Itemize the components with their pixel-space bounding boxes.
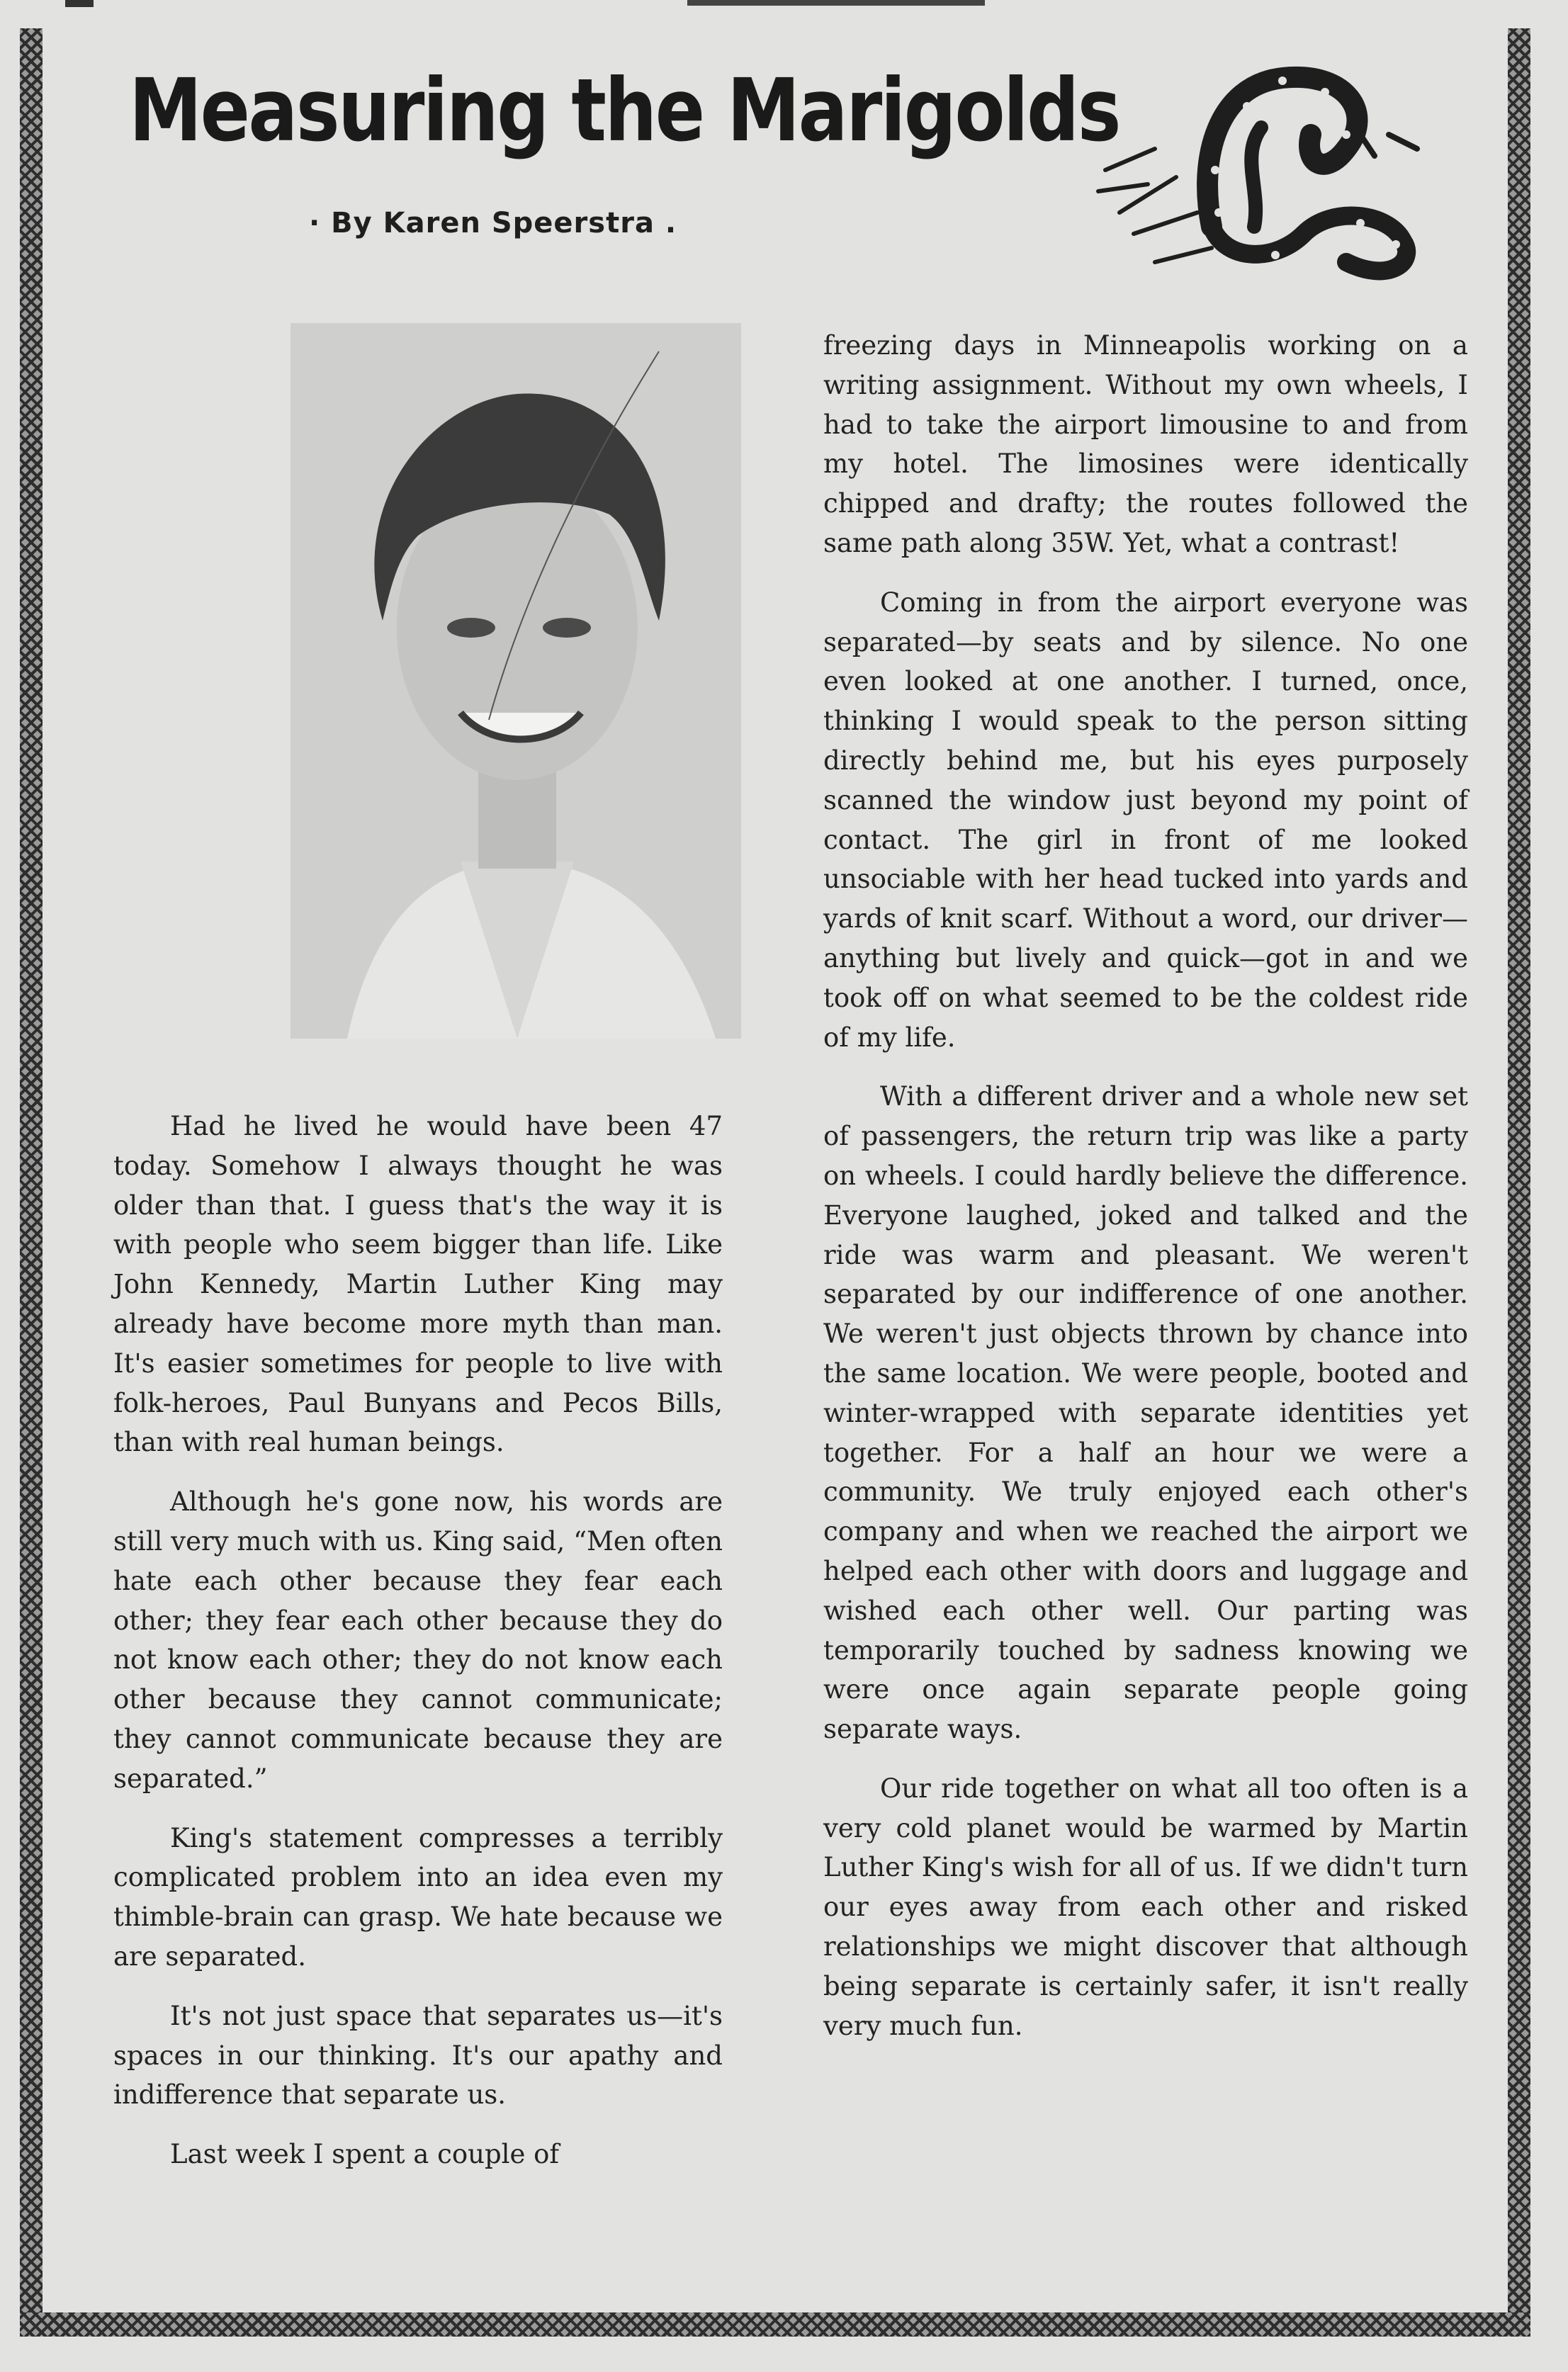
paragraph: Last week I spent a couple of [170, 2139, 560, 2170]
knot-icon [1091, 50, 1445, 283]
article-column-left [113, 1107, 723, 2194]
paragraph: Coming in from the airport everyone was separated—by seats and by silence. No one even looked at one another. I turned, once, thinking I would speak to the person sitting directly behind me, but his eyes purposely scanned the window just beyond my point of contact. The girl in front of me looked unsociable with her head tucked into yards and yards of knit scarf. Without a word, our driver—anything but lively and quick—got in and we took off on what seemed to be the coldest ride of my life. [823, 587, 1468, 1053]
byline: · By Karen Speerstra . [309, 207, 677, 239]
paragraph-continuation: freezing days in Minneapolis working on a writing assignment. Without my own wheels, I had to take the airport limousine to and from my hotel. The limosines were identically chipped and drafty; the routes followed the same path along 35W. Yet, what a contrast! [823, 330, 1468, 558]
paragraph: It's not just space that separates us—it's spaces in our thinking. It's our apathy and indifference that separate us. [113, 2000, 723, 2111]
bottom-decorative-border [20, 2312, 1530, 2337]
paragraph: Although he's gone now, his words are still very much with us. King said, “Men often hate each other because they fear each other; they fear each other because they do not know each other; they do not know each other because they cannot communicate; they cannot communicate because they are separated.” [113, 1486, 723, 1794]
author-portrait-photo [291, 323, 741, 1039]
paragraph: Had he lived he would have been 47 today. Somehow I always thought he was older than that. I guess that's the way it is with people who seem bigger than life. Like John Kennedy, Martin Luther King may already have become more myth than man. It's easier sometimes for people to live with folk-heroes, Paul Bunyans and Pecos Bills, than with real human beings. [113, 1111, 723, 1458]
top-edge-mark [687, 0, 985, 6]
paragraph: With a different driver and a whole new set of passengers, the return trip was like a party on wheels. I could hardly believe the difference. Everyone laughed, joked and talked and the ride was warm and pleasant. We weren't separated by our indifference of one another. We weren't just objects thrown by chance into the same location. We were people, booted and winter-wrapped with separate identities yet together. For a half an hour we were a community. We truly enjoyed each other's company and when we reached the airport we helped each other with doors and luggage and wished each other well. Our parting was temporarily touched by sadness knowing we were once again separate people going separate ways. [823, 1081, 1468, 1745]
portrait-image [291, 323, 741, 1039]
byline-text: By Karen Speerstra [331, 207, 655, 239]
article-column-right [823, 326, 1468, 2065]
left-decorative-border [20, 28, 43, 2337]
paragraph: Our ride together on what all too often is a very cold planet would be warmed by Martin Luther King's wish for all of us. If we didn't turn our eyes away from each other and risked relationships we might discover that although being separate is certainly safer, it isn't really very much fun. [823, 1773, 1468, 2041]
headline: Measuring the Marigolds [129, 60, 1119, 161]
right-decorative-border [1508, 28, 1530, 2337]
paragraph: King's statement compresses a terribly complicated problem into an idea even my thimble-brain can grasp. We hate because we are separated. [113, 1822, 723, 1972]
top-edge-mark [65, 0, 94, 7]
decorative-illustration [1091, 50, 1445, 283]
